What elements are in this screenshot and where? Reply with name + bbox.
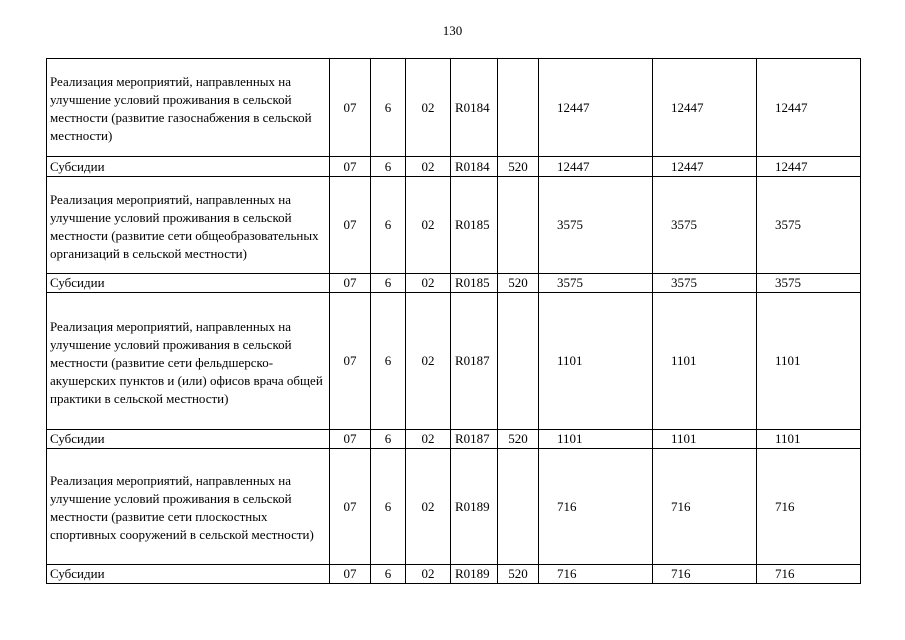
cell-amount-year-3: 716 — [757, 565, 861, 584]
table-row-subsidy — [47, 430, 861, 449]
cell-expense-type: 520 — [498, 430, 539, 449]
row-description: Реализация мероприятий, направленных на улучшение условий проживания в сельской местности (развитие сети фельдшерско-акушерских пунктов и (или) офисов врача общей практики в сельской местности) — [47, 293, 330, 430]
row-description: Субсидии — [47, 430, 330, 449]
cell-subprogram: 02 — [406, 430, 451, 449]
cell-target-article: R0187 — [451, 430, 498, 449]
page-number: 130 — [442, 23, 463, 38]
cell-program: 6 — [371, 430, 406, 449]
cell-section: 07 — [330, 430, 371, 449]
row-description: Субсидии — [47, 565, 330, 584]
cell-expense-type — [498, 293, 539, 430]
cell-expense-type: 520 — [498, 565, 539, 584]
cell-section: 07 — [330, 157, 371, 177]
cell-subprogram: 02 — [406, 274, 451, 293]
cell-amount-year-3: 1101 — [757, 293, 861, 430]
cell-subprogram: 02 — [406, 565, 451, 584]
cell-program: 6 — [371, 157, 406, 177]
cell-amount-year-1: 3575 — [539, 177, 653, 274]
table-row-measure — [47, 449, 861, 565]
cell-program: 6 — [371, 565, 406, 584]
cell-expense-type — [498, 449, 539, 565]
cell-target-article: R0184 — [451, 59, 498, 157]
cell-section: 07 — [330, 565, 371, 584]
budget-table — [46, 58, 861, 584]
cell-amount-year-3: 3575 — [757, 177, 861, 274]
row-description: Реализация мероприятий, направленных на улучшение условий проживания в сельской местности (развитие сети общеобразовательных организаций в сельской местности) — [47, 177, 330, 274]
cell-amount-year-2: 3575 — [653, 177, 757, 274]
cell-amount-year-1: 1101 — [539, 430, 653, 449]
table-row-subsidy — [47, 565, 861, 584]
cell-section: 07 — [330, 274, 371, 293]
cell-amount-year-1: 716 — [539, 449, 653, 565]
table-row-measure — [47, 59, 861, 157]
cell-expense-type: 520 — [498, 274, 539, 293]
cell-subprogram: 02 — [406, 293, 451, 430]
cell-amount-year-2: 716 — [653, 449, 757, 565]
cell-amount-year-2: 3575 — [653, 274, 757, 293]
table-row-subsidy — [47, 157, 861, 177]
cell-section: 07 — [330, 177, 371, 274]
cell-program: 6 — [371, 177, 406, 274]
cell-amount-year-3: 12447 — [757, 157, 861, 177]
cell-section: 07 — [330, 449, 371, 565]
cell-subprogram: 02 — [406, 449, 451, 565]
cell-expense-type: 520 — [498, 157, 539, 177]
table-row-measure — [47, 293, 861, 430]
table-body — [47, 59, 861, 584]
cell-program: 6 — [371, 293, 406, 430]
cell-subprogram: 02 — [406, 59, 451, 157]
cell-amount-year-2: 1101 — [653, 293, 757, 430]
cell-amount-year-1: 1101 — [539, 293, 653, 430]
cell-subprogram: 02 — [406, 177, 451, 274]
cell-amount-year-1: 12447 — [539, 59, 653, 157]
row-description: Реализация мероприятий, направленных на улучшение условий проживания в сельской местности (развитие сети плоскостных спортивных сооружений в сельской местности) — [47, 449, 330, 565]
cell-expense-type — [498, 177, 539, 274]
cell-expense-type — [498, 59, 539, 157]
cell-amount-year-1: 3575 — [539, 274, 653, 293]
cell-amount-year-3: 1101 — [757, 430, 861, 449]
cell-target-article: R0189 — [451, 449, 498, 565]
table-row-subsidy — [47, 274, 861, 293]
cell-program: 6 — [371, 274, 406, 293]
cell-amount-year-3: 12447 — [757, 59, 861, 157]
cell-amount-year-1: 12447 — [539, 157, 653, 177]
table-row-measure — [47, 177, 861, 274]
cell-amount-year-2: 12447 — [653, 157, 757, 177]
row-description: Субсидии — [47, 157, 330, 177]
cell-amount-year-2: 716 — [653, 565, 757, 584]
cell-program: 6 — [371, 449, 406, 565]
cell-target-article: R0185 — [451, 274, 498, 293]
cell-target-article: R0185 — [451, 177, 498, 274]
cell-amount-year-2: 12447 — [653, 59, 757, 157]
cell-target-article: R0189 — [451, 565, 498, 584]
cell-section: 07 — [330, 59, 371, 157]
row-description: Реализация мероприятий, направленных на улучшение условий проживания в сельской местности (развитие газоснабжения в сельской местности) — [47, 59, 330, 157]
row-description: Субсидии — [47, 274, 330, 293]
cell-amount-year-2: 1101 — [653, 430, 757, 449]
cell-amount-year-3: 716 — [757, 449, 861, 565]
cell-target-article: R0187 — [451, 293, 498, 430]
cell-amount-year-3: 3575 — [757, 274, 861, 293]
cell-section: 07 — [330, 293, 371, 430]
cell-program: 6 — [371, 59, 406, 157]
cell-target-article: R0184 — [451, 157, 498, 177]
cell-subprogram: 02 — [406, 157, 451, 177]
cell-amount-year-1: 716 — [539, 565, 653, 584]
